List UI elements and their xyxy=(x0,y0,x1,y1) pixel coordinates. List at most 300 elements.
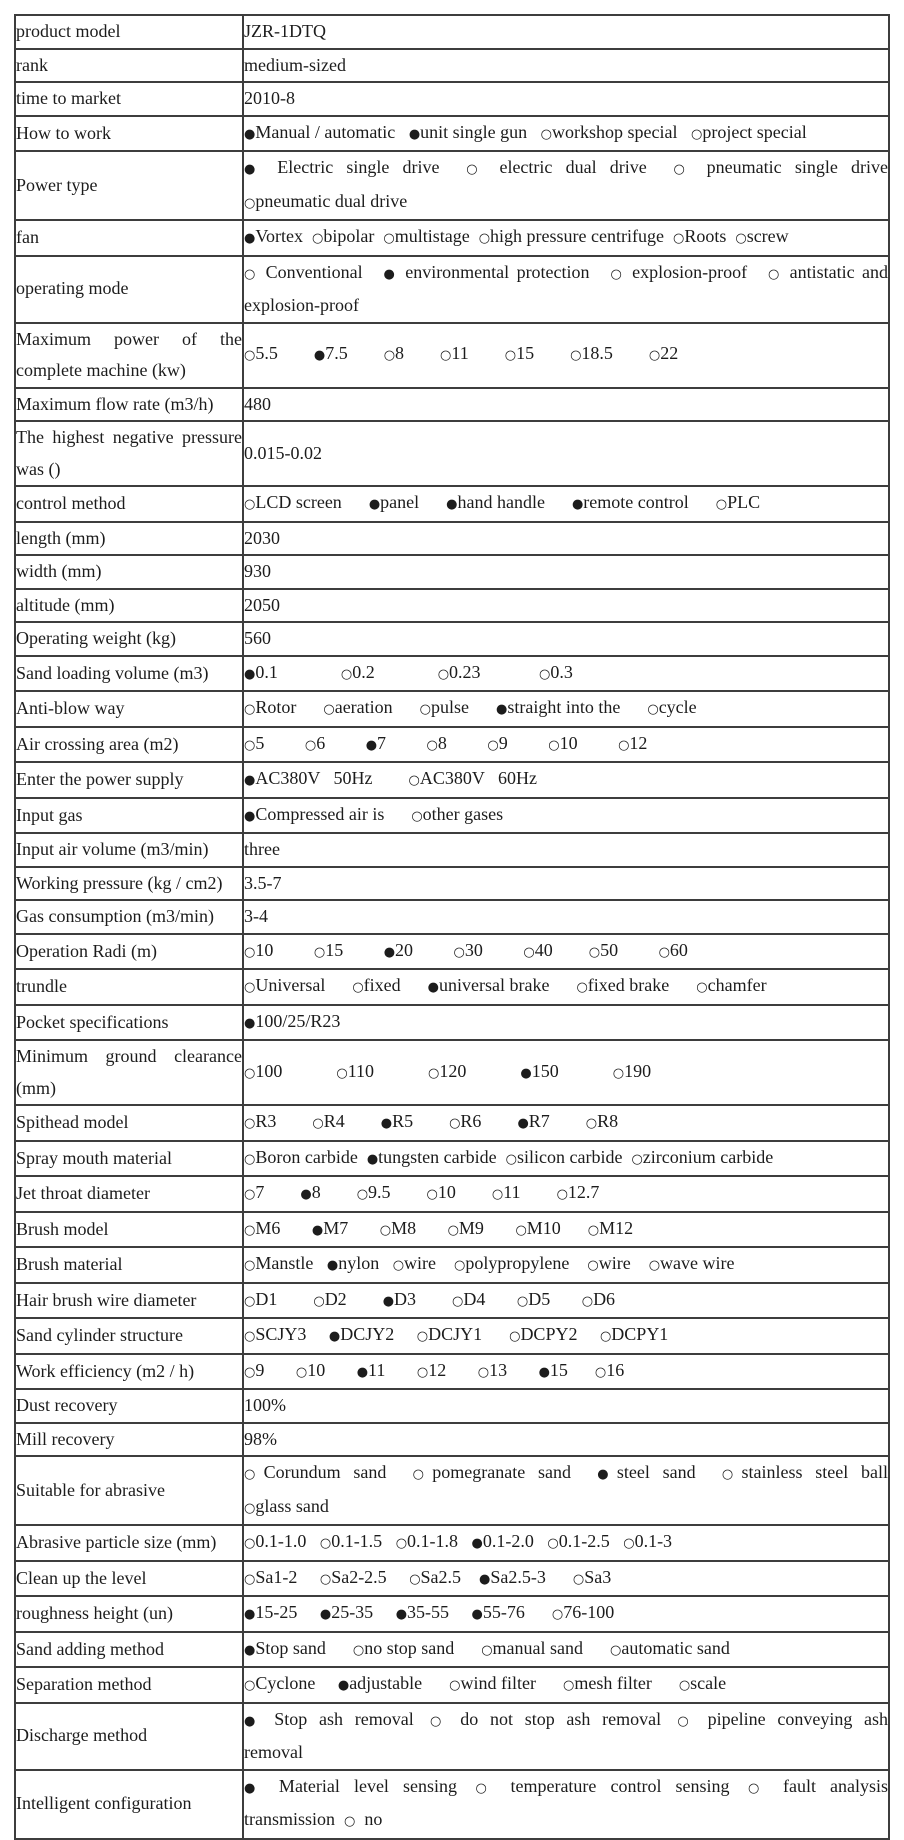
spec-value-cell xyxy=(243,1525,889,1561)
radio-empty-icon: ○ xyxy=(319,1536,332,1551)
spec-label-line: operating mode xyxy=(16,278,129,299)
spec-value-line: 480 xyxy=(244,393,271,414)
spec-label-line: Sand cylinder structure xyxy=(16,1325,183,1345)
spec-label-cell xyxy=(15,798,243,834)
radio-empty-icon: ○ xyxy=(449,1116,461,1131)
spec-value-cell xyxy=(243,1632,889,1668)
radio-empty-icon: ○ xyxy=(563,1678,575,1693)
radio-empty-icon: ○ xyxy=(738,1780,769,1796)
spec-label-line: Work efficiency (m2 / h) xyxy=(16,1360,195,1381)
spec-value-cell xyxy=(243,969,889,1005)
spec-value-line: 930 xyxy=(244,561,271,581)
spec-label-cell xyxy=(15,82,243,116)
spec-value-line: explosion-proof xyxy=(244,295,359,315)
spec-label-line: Input gas xyxy=(16,804,83,825)
radio-filled-icon: ● xyxy=(300,1187,312,1202)
radio-filled-icon: ● xyxy=(244,1607,256,1622)
radio-empty-icon: ○ xyxy=(516,1293,529,1309)
spec-value-line: 2050 xyxy=(244,594,280,615)
spec-label-line: Input air volume (m3/min) xyxy=(16,839,209,859)
spec-value-line: ○5.5 ●7.5 ○8 ○11 ○15 ○18.5 ○22 xyxy=(244,343,679,364)
radio-filled-icon: ● xyxy=(383,944,396,960)
spec-label-line: was () xyxy=(16,458,61,479)
spec-row xyxy=(15,1105,889,1141)
radio-empty-icon: ○ xyxy=(244,1293,256,1309)
radio-empty-icon: ○ xyxy=(523,944,535,960)
spec-row xyxy=(15,1667,889,1703)
spec-value-line: ○9 ○10 ●11 ○12 ○13 ●15 ○16 xyxy=(244,1359,625,1380)
spec-label-cell xyxy=(15,589,243,623)
spec-label-cell xyxy=(15,1318,243,1354)
spec-row xyxy=(15,151,889,220)
radio-empty-icon: ○ xyxy=(581,1293,594,1309)
radio-filled-icon: ● xyxy=(382,1293,395,1309)
spec-value-line: 100% xyxy=(244,1395,286,1415)
radio-empty-icon: ○ xyxy=(696,980,708,995)
radio-empty-icon: ○ xyxy=(244,1258,256,1273)
radio-filled-icon: ● xyxy=(337,1678,350,1693)
radio-empty-icon: ○ xyxy=(491,1187,504,1202)
radio-filled-icon: ● xyxy=(319,1607,332,1622)
radio-empty-icon: ○ xyxy=(447,1222,459,1238)
radio-empty-icon: ○ xyxy=(478,231,491,246)
radio-filled-icon: ● xyxy=(471,1536,483,1551)
spec-value-cell xyxy=(243,1667,889,1703)
radio-empty-icon: ○ xyxy=(587,1258,599,1273)
spec-label-line: Clean up the level xyxy=(16,1567,147,1588)
radio-empty-icon: ○ xyxy=(678,1678,691,1693)
spec-row xyxy=(15,522,889,556)
spec-value-line: 98% xyxy=(244,1428,277,1449)
spec-value-cell xyxy=(243,421,889,486)
radio-empty-icon: ○ xyxy=(323,702,335,717)
spec-label-line: Spithead model xyxy=(16,1112,129,1132)
spec-value-line: ○10 ○15 ●20 ○30 ○40 ○50 ○60 xyxy=(244,939,688,960)
radio-empty-icon: ○ xyxy=(312,231,324,246)
radio-empty-icon: ○ xyxy=(454,1258,466,1273)
radio-empty-icon: ○ xyxy=(244,1536,256,1551)
spec-value-line: ○7 ●8 ○9.5 ○10 ○11 ○12.7 xyxy=(244,1182,600,1202)
spec-label-line: Gas consumption (m3/min) xyxy=(16,906,214,926)
spec-row xyxy=(15,900,889,934)
radio-empty-icon: ○ xyxy=(599,1329,612,1344)
radio-empty-icon: ○ xyxy=(765,266,783,282)
spec-label-line: Anti-blow way xyxy=(16,698,125,718)
spec-row xyxy=(15,656,889,692)
spec-value-cell xyxy=(243,798,889,834)
spec-label-cell xyxy=(15,1105,243,1141)
spec-value-cell xyxy=(243,589,889,623)
spec-label-cell xyxy=(15,1005,243,1041)
spec-label-line: product model xyxy=(16,21,121,41)
spec-label-line: control method xyxy=(16,493,126,513)
radio-empty-icon: ○ xyxy=(515,1222,527,1238)
spec-label-line: Air crossing area (m2) xyxy=(16,733,179,754)
spec-value-line: ○0.1-1.0 ○0.1-1.5 ○0.1-1.8 ●0.1-2.0 ○0.1-2.5 ○0.1-3 xyxy=(244,1531,673,1551)
radio-filled-icon: ● xyxy=(313,348,326,364)
spec-value-line: ○Manstle ●nylon ○wire ○polypropylene ○wire ○wave wire xyxy=(244,1253,735,1273)
spec-row xyxy=(15,727,889,763)
spec-value-line: removal xyxy=(244,1742,303,1762)
spec-label-line: Abrasive particle size (mm) xyxy=(16,1532,217,1552)
spec-value-cell xyxy=(243,82,889,116)
spec-value-cell xyxy=(243,323,889,388)
spec-value-line: ● Electric single drive ○ electric dual drive ○ pneumatic single drive xyxy=(244,157,888,177)
spec-label-line: width (mm) xyxy=(16,561,102,581)
radio-empty-icon: ○ xyxy=(664,162,694,177)
spec-label-cell xyxy=(15,1770,243,1839)
spec-value-line: ○SCJY3 ●DCJY2 ○DCJY1 ○DCPY2 ○DCPY1 xyxy=(244,1324,669,1344)
spec-label-line: Minimum ground clearance xyxy=(16,1046,242,1066)
radio-filled-icon: ● xyxy=(589,1467,617,1482)
spec-value-line: ○Sa1-2 ○Sa2-2.5 ○Sa2.5 ●Sa2.5-3 ○Sa3 xyxy=(244,1566,612,1587)
spec-label-line: rank xyxy=(16,54,48,75)
spec-label-cell xyxy=(15,833,243,867)
radio-empty-icon: ○ xyxy=(340,666,353,682)
spec-label-line: complete machine (kw) xyxy=(16,360,186,380)
spec-value-line: medium-sized xyxy=(244,54,346,75)
spec-label-line: Jet throat diameter xyxy=(16,1183,150,1203)
spec-row xyxy=(15,555,889,589)
spec-label-cell xyxy=(15,220,243,256)
radio-empty-icon: ○ xyxy=(244,348,256,364)
spec-value-cell xyxy=(243,256,889,323)
spec-row xyxy=(15,49,889,83)
spec-value-cell xyxy=(243,1561,889,1597)
radio-empty-icon: ○ xyxy=(618,737,630,753)
spec-label-line: Dust recovery xyxy=(16,1395,118,1415)
radio-empty-icon: ○ xyxy=(540,126,552,142)
radio-empty-icon: ○ xyxy=(539,666,551,682)
spec-value-cell xyxy=(243,522,889,556)
spec-label-cell xyxy=(15,1176,243,1212)
radio-filled-icon: ● xyxy=(380,1116,393,1131)
radio-empty-icon: ○ xyxy=(313,944,326,960)
radio-empty-icon: ○ xyxy=(395,1536,408,1551)
spec-row xyxy=(15,1456,889,1525)
spec-row xyxy=(15,421,889,486)
spec-value-cell xyxy=(243,1176,889,1212)
spec-value-line: three xyxy=(244,839,280,859)
spec-label-cell xyxy=(15,1596,243,1632)
spec-value-cell xyxy=(243,727,889,763)
radio-empty-icon: ○ xyxy=(244,1500,256,1516)
spec-label-cell xyxy=(15,867,243,901)
spec-label-line: Mill recovery xyxy=(16,1428,115,1449)
radio-empty-icon: ○ xyxy=(408,773,420,788)
spec-value-cell xyxy=(243,1212,889,1248)
radio-empty-icon: ○ xyxy=(487,737,499,753)
spec-label-line: (mm) xyxy=(16,1077,56,1098)
radio-empty-icon: ○ xyxy=(509,1329,521,1344)
spec-value-cell xyxy=(243,622,889,656)
spec-label-cell xyxy=(15,1283,243,1319)
spec-label-cell xyxy=(15,1212,243,1248)
spec-label-line: fan xyxy=(16,227,39,247)
radio-empty-icon: ○ xyxy=(648,1258,661,1273)
radio-empty-icon: ○ xyxy=(612,1065,625,1081)
radio-empty-icon: ○ xyxy=(313,1293,325,1309)
spec-label-line: roughness height (un) xyxy=(16,1603,173,1623)
radio-filled-icon: ● xyxy=(356,1364,369,1380)
spec-label-line: Brush model xyxy=(16,1218,109,1239)
spec-value-cell xyxy=(243,867,889,901)
spec-label-cell xyxy=(15,323,243,388)
spec-label-cell xyxy=(15,555,243,589)
spec-label-line: Intelligent configuration xyxy=(16,1793,192,1814)
spec-value-line: ●Manual / automatic ●unit single gun ○workshop special ○project special xyxy=(244,121,807,142)
radio-empty-icon: ○ xyxy=(409,1571,421,1587)
radio-empty-icon: ○ xyxy=(426,737,438,753)
spec-row xyxy=(15,1176,889,1212)
radio-empty-icon: ○ xyxy=(556,1187,568,1202)
spec-label-cell xyxy=(15,49,243,83)
spec-value-line: ○glass sand xyxy=(244,1495,329,1516)
radio-empty-icon: ○ xyxy=(304,737,317,753)
radio-empty-icon: ○ xyxy=(457,162,487,177)
spec-row xyxy=(15,1212,889,1248)
radio-filled-icon: ● xyxy=(395,1607,408,1622)
spec-value-cell xyxy=(243,656,889,692)
radio-empty-icon: ○ xyxy=(383,231,395,246)
radio-empty-icon: ○ xyxy=(437,666,450,682)
spec-value-line: ● Material level sensing ○ temperature control sensing ○ fault analysis xyxy=(244,1775,889,1796)
spec-row xyxy=(15,1005,889,1041)
spec-value-cell xyxy=(243,833,889,867)
spec-label-cell xyxy=(15,1354,243,1390)
spec-value-line: ○Boron carbide ●tungsten carbide ○silicon carbide ○zirconium carbide xyxy=(244,1146,774,1167)
radio-empty-icon: ○ xyxy=(392,1258,405,1273)
spec-value-cell xyxy=(243,486,889,522)
spec-row xyxy=(15,867,889,901)
radio-empty-icon: ○ xyxy=(244,1467,264,1482)
spec-label-line: Suitable for abrasive xyxy=(16,1479,165,1500)
radio-empty-icon: ○ xyxy=(244,944,256,960)
spec-row xyxy=(15,486,889,522)
radio-empty-icon: ○ xyxy=(404,1467,433,1482)
radio-empty-icon: ○ xyxy=(244,497,256,512)
radio-empty-icon: ○ xyxy=(426,1187,438,1202)
spec-table xyxy=(14,14,890,1840)
radio-empty-icon: ○ xyxy=(647,702,659,717)
spec-row xyxy=(15,1423,889,1457)
radio-empty-icon: ○ xyxy=(440,348,452,364)
spec-value-cell xyxy=(243,762,889,798)
radio-empty-icon: ○ xyxy=(244,702,256,717)
spec-label-line: Maximum power of the xyxy=(16,328,242,349)
radio-empty-icon: ○ xyxy=(658,944,670,960)
spec-value-cell xyxy=(243,1141,889,1177)
radio-filled-icon: ● xyxy=(244,808,256,824)
spec-row xyxy=(15,1596,889,1632)
radio-empty-icon: ○ xyxy=(244,1571,256,1587)
spec-label-cell xyxy=(15,1389,243,1423)
radio-empty-icon: ○ xyxy=(576,980,588,995)
spec-value-cell xyxy=(243,555,889,589)
spec-value-cell xyxy=(243,1354,889,1390)
spec-label-cell xyxy=(15,486,243,522)
spec-label-cell xyxy=(15,15,243,49)
spec-label-line: Spray mouth material xyxy=(16,1147,172,1168)
spec-value-cell xyxy=(243,1040,889,1105)
radio-empty-icon: ○ xyxy=(244,266,259,282)
radio-empty-icon: ○ xyxy=(587,1222,600,1238)
radio-empty-icon: ○ xyxy=(735,231,747,246)
spec-label-cell xyxy=(15,934,243,970)
spec-label-line: Working pressure (kg / cm2) xyxy=(16,872,223,893)
spec-label-line: How to work xyxy=(16,122,111,143)
spec-value-cell xyxy=(243,1423,889,1457)
radio-filled-icon: ● xyxy=(571,497,584,512)
spec-value-cell xyxy=(243,1703,889,1770)
radio-empty-icon: ○ xyxy=(244,1151,256,1167)
radio-empty-icon: ○ xyxy=(504,348,517,364)
spec-row xyxy=(15,220,889,256)
spec-row xyxy=(15,15,889,49)
spec-label-cell xyxy=(15,1667,243,1703)
radio-filled-icon: ● xyxy=(365,737,378,753)
radio-empty-icon: ○ xyxy=(244,1364,256,1380)
spec-value-cell xyxy=(243,49,889,83)
spec-value-line: ○Rotor ○aeration ○pulse ●straight into the ○cycle xyxy=(244,697,697,717)
spec-value-line: ○5 ○6 ●7 ○8 ○9 ○10 ○12 xyxy=(244,732,648,753)
radio-empty-icon: ○ xyxy=(715,497,728,512)
spec-value-line: JZR-1DTQ xyxy=(244,21,326,41)
spec-label-line: altitude (mm) xyxy=(16,594,115,615)
radio-filled-icon: ● xyxy=(366,1151,379,1167)
radio-empty-icon: ○ xyxy=(551,1607,564,1622)
radio-empty-icon: ○ xyxy=(623,1536,635,1551)
radio-empty-icon: ○ xyxy=(244,1222,256,1238)
spec-label-line: Discharge method xyxy=(16,1725,148,1746)
radio-empty-icon: ○ xyxy=(670,1713,696,1729)
spec-label-line: Separation method xyxy=(16,1674,152,1694)
radio-empty-icon: ○ xyxy=(379,1222,392,1238)
spec-label-line: Power type xyxy=(16,174,98,195)
spec-value-cell xyxy=(243,1456,889,1525)
radio-empty-icon: ○ xyxy=(422,1713,449,1729)
spec-value-line: 560 xyxy=(244,628,271,648)
radio-filled-icon: ● xyxy=(244,162,265,177)
radio-empty-icon: ○ xyxy=(312,1116,324,1131)
spec-value-cell xyxy=(243,15,889,49)
spec-row xyxy=(15,1703,889,1770)
spec-value-cell xyxy=(243,1318,889,1354)
spec-label-cell xyxy=(15,969,243,1005)
spec-row xyxy=(15,1354,889,1390)
spec-label-cell xyxy=(15,522,243,556)
spec-row xyxy=(15,1770,889,1839)
spec-value-line: ●Compressed air is ○other gases xyxy=(244,803,504,824)
spec-value-line: ●AC380V 50Hz ○AC380V 60Hz xyxy=(244,768,538,788)
spec-value-line: ●Stop sand ○no stop sand ○manual sand ○automatic sand xyxy=(244,1637,730,1658)
spec-label-cell xyxy=(15,762,243,798)
radio-filled-icon: ● xyxy=(244,126,256,142)
spec-label-cell xyxy=(15,116,243,152)
spec-value-line: 2010-8 xyxy=(244,88,295,108)
radio-empty-icon: ○ xyxy=(588,944,601,960)
spec-row xyxy=(15,116,889,152)
radio-empty-icon: ○ xyxy=(505,1151,517,1167)
radio-empty-icon: ○ xyxy=(585,1116,598,1131)
spec-row xyxy=(15,691,889,727)
spec-value-line: 3.5-7 xyxy=(244,872,282,893)
spec-label-cell xyxy=(15,256,243,323)
radio-empty-icon: ○ xyxy=(547,1536,559,1551)
spec-value-line: ○LCD screen ●panel ●hand handle ●remote control ○PLC xyxy=(244,492,761,512)
spec-value-cell xyxy=(243,1283,889,1319)
radio-filled-icon: ● xyxy=(311,1222,324,1238)
spec-value-cell xyxy=(243,388,889,422)
spec-value-cell xyxy=(243,220,889,256)
spec-row xyxy=(15,323,889,388)
spec-label-line: Enter the power supply xyxy=(16,769,184,789)
spec-value-line: ○Cyclone ●adjustable ○wind filter ○mesh filter ○scale xyxy=(244,1673,727,1693)
radio-filled-icon: ● xyxy=(479,1571,491,1587)
radio-filled-icon: ● xyxy=(244,1713,263,1729)
spec-label-line: length (mm) xyxy=(16,527,106,548)
spec-row xyxy=(15,1389,889,1423)
spec-value-cell xyxy=(243,1005,889,1041)
spec-value-line: 0.015-0.02 xyxy=(244,442,322,463)
spec-row xyxy=(15,798,889,834)
spec-row xyxy=(15,622,889,656)
spec-row xyxy=(15,1632,889,1668)
radio-empty-icon: ○ xyxy=(481,1642,493,1658)
spec-value-line: 3-4 xyxy=(244,906,268,926)
spec-value-cell xyxy=(243,1247,889,1283)
radio-empty-icon: ○ xyxy=(244,1116,256,1131)
radio-empty-icon: ○ xyxy=(244,1187,256,1202)
radio-empty-icon: ○ xyxy=(416,1329,429,1344)
spec-label-cell xyxy=(15,151,243,220)
spec-row xyxy=(15,1561,889,1597)
spec-label-line: time to market xyxy=(16,88,121,108)
spec-value-cell xyxy=(243,116,889,152)
spec-label-cell xyxy=(15,1632,243,1668)
spec-row xyxy=(15,969,889,1005)
radio-filled-icon: ● xyxy=(408,126,421,142)
spec-table-body xyxy=(15,15,889,1839)
radio-empty-icon: ○ xyxy=(477,1364,490,1380)
radio-empty-icon: ○ xyxy=(428,1065,440,1081)
spec-label-line: Pocket specifications xyxy=(16,1011,169,1032)
radio-empty-icon: ○ xyxy=(572,1571,585,1587)
radio-empty-icon: ○ xyxy=(336,1065,348,1081)
radio-empty-icon: ○ xyxy=(244,1065,256,1081)
spec-label-cell xyxy=(15,691,243,727)
spec-row xyxy=(15,82,889,116)
spec-row xyxy=(15,1318,889,1354)
spec-label-cell xyxy=(15,1561,243,1597)
radio-empty-icon: ○ xyxy=(244,980,256,995)
spec-row xyxy=(15,1525,889,1561)
spec-value-line: ○M6 ●M7 ○M8 ○M9 ○M10 ○M12 xyxy=(244,1217,634,1238)
radio-empty-icon: ○ xyxy=(419,702,432,717)
spec-label-line: trundle xyxy=(16,976,67,996)
radio-empty-icon: ○ xyxy=(672,231,685,246)
radio-filled-icon: ● xyxy=(427,980,439,995)
radio-empty-icon: ○ xyxy=(295,1364,308,1380)
spec-label-cell xyxy=(15,727,243,763)
radio-empty-icon: ○ xyxy=(416,1364,429,1380)
radio-empty-icon: ○ xyxy=(713,1467,742,1482)
spec-value-line: ● Stop ash removal ○ do not stop ash removal ○ pipeline conveying ash xyxy=(244,1708,889,1729)
spec-row xyxy=(15,589,889,623)
spec-row xyxy=(15,934,889,970)
spec-value-line: ○R3 ○R4 ●R5 ○R6 ●R7 ○R8 xyxy=(244,1111,619,1131)
spec-value-cell xyxy=(243,1770,889,1839)
